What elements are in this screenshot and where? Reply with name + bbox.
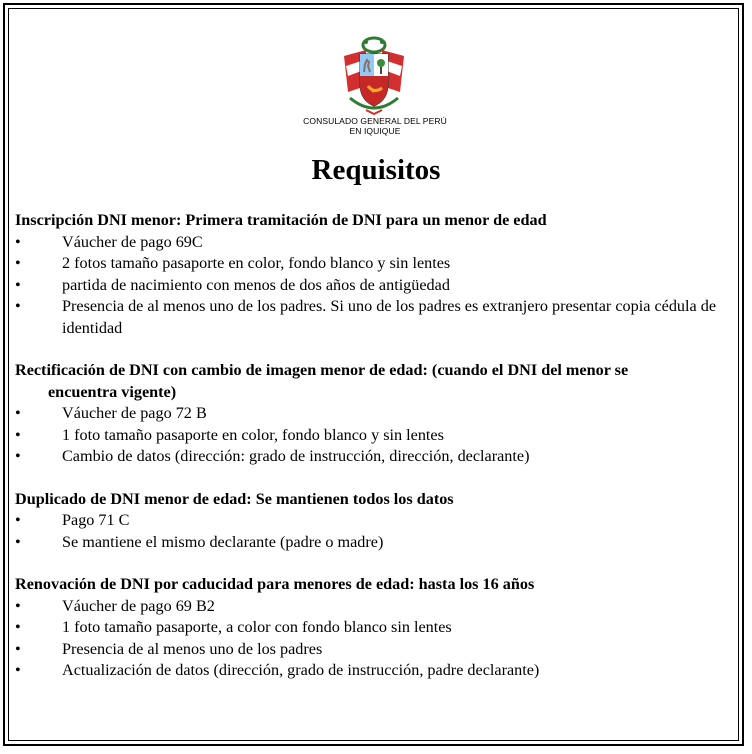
list-item-text: 1 foto tamaño pasaporte, a color con fondo blanco sin lentes bbox=[62, 618, 452, 636]
consulate-name bbox=[250, 116, 500, 136]
list-item bbox=[15, 446, 743, 468]
list-item bbox=[15, 596, 743, 618]
list-item-text: partida de nacimiento con menos de dos años de antigüedad bbox=[62, 275, 450, 294]
list-item-text: Váucher de pago 69C bbox=[62, 232, 203, 251]
list-item-text: Pago 71 C bbox=[62, 511, 130, 529]
section-inscripcion bbox=[15, 210, 743, 339]
bullet: • bbox=[15, 447, 21, 465]
list-item bbox=[15, 532, 743, 554]
requirements-list bbox=[15, 510, 743, 553]
peru-coat-of-arms-icon bbox=[336, 36, 412, 116]
requirements-list bbox=[15, 232, 743, 340]
section-heading-text: Renovación de DNI por caducidad para menores de edad: hasta los 16 años bbox=[15, 575, 535, 593]
list-item bbox=[15, 296, 743, 339]
list-item-text: Actualización de datos (dirección, grado de instrucción, padre declarante) bbox=[62, 661, 540, 679]
page-title: Requisitos bbox=[311, 154, 441, 186]
consulate-line-1: CONSULADO GENERAL DEL PERÚ bbox=[303, 116, 447, 126]
requirements-list bbox=[15, 403, 743, 468]
list-item bbox=[15, 232, 743, 254]
list-item bbox=[15, 510, 743, 532]
section-heading bbox=[15, 210, 743, 232]
list-item bbox=[15, 425, 743, 447]
list-item-text: Se mantiene el mismo declarante (padre o madre) bbox=[62, 532, 384, 551]
bullet: • bbox=[15, 618, 21, 636]
bullet: • bbox=[15, 596, 21, 615]
section-heading-text: Inscripción DNI menor: Primera tramitación de DNI para un menor de edad bbox=[15, 211, 547, 229]
section-renovacion bbox=[15, 574, 743, 682]
list-item bbox=[15, 403, 743, 425]
list-item-text: 2 fotos tamaño pasaporte en color, fondo blanco y sin lentes bbox=[62, 254, 451, 272]
bullet: • bbox=[15, 275, 21, 294]
section-heading bbox=[15, 574, 743, 596]
list-item-text: 1 foto tamaño pasaporte en color, fondo blanco y sin lentes bbox=[62, 425, 444, 444]
list-item-text: Váucher de pago 72 B bbox=[62, 404, 207, 422]
bullet: • bbox=[15, 254, 21, 272]
requirements-content bbox=[15, 210, 743, 703]
list-item-text: Presencia de al menos uno de los padres bbox=[62, 639, 323, 658]
bullet: • bbox=[15, 297, 21, 315]
section-heading bbox=[15, 489, 743, 511]
section-heading-text: Rectificación de DNI con cambio de imagen menor de edad: (cuando el DNI del menor se bbox=[15, 361, 629, 379]
bullet: • bbox=[15, 639, 21, 658]
list-item bbox=[15, 660, 743, 682]
list-item bbox=[15, 253, 743, 275]
bullet: • bbox=[15, 511, 21, 529]
bullet: • bbox=[15, 532, 21, 551]
list-item bbox=[15, 639, 743, 661]
section-rectificacion bbox=[15, 360, 743, 468]
list-item bbox=[15, 275, 743, 297]
section-duplicado bbox=[15, 489, 743, 554]
section-heading-text: Duplicado de DNI menor de edad: Se mantienen todos los datos bbox=[15, 489, 454, 508]
section-heading bbox=[15, 360, 743, 403]
list-item-text: Presencia de al menos uno de los padres. Si uno de los padres es extranjero presentar copia cédula de identidad bbox=[62, 297, 717, 337]
bullet: • bbox=[15, 404, 21, 422]
bullet: • bbox=[15, 661, 21, 679]
bullet: • bbox=[15, 232, 21, 251]
bullet: • bbox=[15, 425, 21, 444]
list-item-text: Váucher de pago 69 B2 bbox=[62, 596, 215, 615]
list-item-text: Cambio de datos (dirección: grado de instrucción, dirección, declarante) bbox=[62, 447, 530, 465]
requirements-list bbox=[15, 596, 743, 682]
section-heading-continuation: encuentra vigente) bbox=[48, 382, 177, 401]
list-item bbox=[15, 617, 743, 639]
consulate-line-2: EN IQUIQUE bbox=[349, 126, 401, 136]
